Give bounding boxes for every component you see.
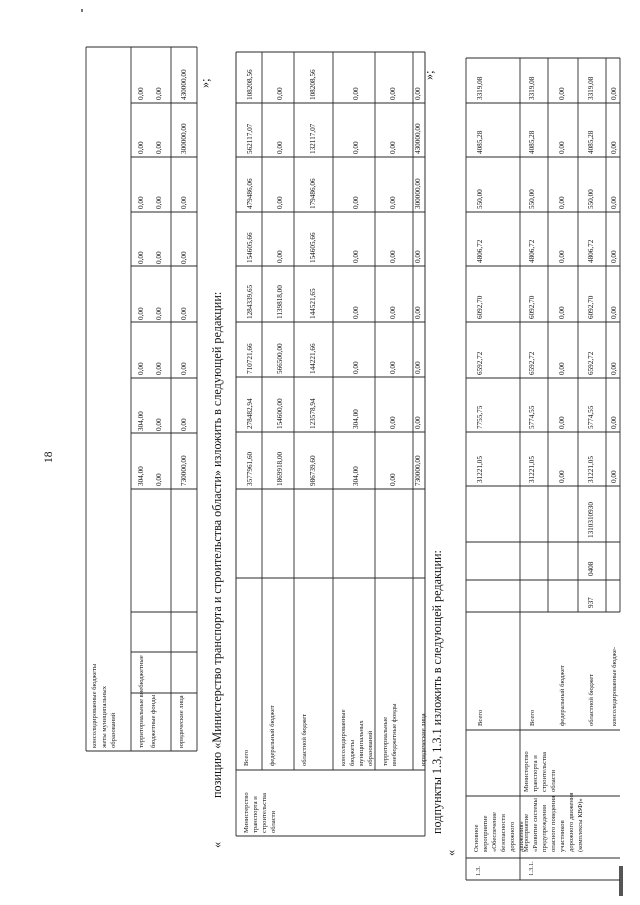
row-label-cont: бюджетные фонды (150, 695, 157, 748)
cell-value: 0,00 (610, 141, 618, 154)
cell-value: 430000,00 (414, 123, 422, 154)
cell-value: 0,00 (389, 306, 397, 319)
cell-value: 0,00 (276, 250, 284, 263)
cell-value: 304,00 (137, 466, 145, 486)
cell-value: 0,00 (352, 306, 360, 319)
row-label: территориальные внебюджетные (138, 655, 145, 748)
cell-value: 144521,65 (309, 288, 317, 319)
cell-value: 0,00 (610, 306, 618, 319)
cell-value: 304,00 (352, 466, 360, 486)
cell-value: 304,00 (352, 409, 360, 429)
event-name-line: «Обеспечение (491, 812, 498, 852)
source-label-line: областной бюджет (301, 713, 308, 766)
source-label-line: юридические лица (420, 713, 427, 766)
cell-value: 0,00 (352, 141, 360, 154)
cell-value: 0,00 (558, 362, 566, 375)
cell-value: 0,00 (155, 307, 163, 320)
budget-code: 0408 (587, 561, 595, 576)
cell-value: 0,00 (414, 250, 422, 263)
cell-value: 1139818,00 (276, 285, 284, 319)
cell-value: 0,00 (180, 418, 188, 431)
cell-value: 0,00 (414, 361, 422, 374)
cell-value: 0,00 (389, 141, 397, 154)
cell-value: 0,00 (389, 361, 397, 374)
cell-value: 550,00 (587, 189, 595, 209)
cell-value: 0,00 (155, 473, 163, 486)
source-label: Всего (477, 709, 484, 726)
source-label-line: федеральный бюджет (269, 705, 276, 766)
cell-value: 278482,94 (246, 398, 254, 429)
row-label: юридические лица (178, 695, 185, 748)
cell-value: 0,00 (389, 196, 397, 209)
event-name-line: «Развитие системы (532, 798, 539, 852)
cell-value: 0,00 (276, 87, 284, 100)
cell-value: 710721,66 (246, 343, 254, 374)
cell-value: 123578,94 (309, 398, 317, 429)
cell-value: 4806,72 (476, 239, 484, 263)
executor-name-line: области (550, 769, 557, 792)
cell-value: 5774,55 (528, 405, 536, 429)
source-label-line: консолидированные (340, 709, 347, 766)
cell-value: 3319,08 (476, 76, 484, 100)
source-label-line: муниципальных (358, 720, 365, 766)
cell-value: 0,00 (180, 251, 188, 264)
cell-value: 4085,28 (476, 130, 484, 154)
cell-value: 550,00 (528, 189, 536, 209)
cell-value: 0,00 (180, 362, 188, 375)
cell-value: 0,00 (558, 141, 566, 154)
budget-code: 1310310930 (587, 502, 595, 538)
cell-value: 4806,72 (528, 239, 536, 263)
cell-value: 0,00 (155, 141, 163, 154)
event-name-line: дорожного движения (568, 792, 575, 852)
ministry-name-line: транспорта и (252, 796, 259, 833)
event-name-line: опасного поведения (550, 795, 557, 852)
cell-value: 0,00 (558, 196, 566, 209)
cell-value: 0,00 (610, 87, 618, 100)
cell-value: 0,00 (610, 362, 618, 375)
event-name-line: Основное (473, 824, 480, 852)
cell-value: 0,00 (155, 418, 163, 431)
cell-value: 0,00 (137, 87, 145, 100)
executor-name-line: строительства (541, 752, 548, 792)
cell-value: 154605,66 (309, 232, 317, 263)
cell-value: 0,00 (610, 196, 618, 209)
cell-value: 108208,56 (246, 69, 254, 100)
cell-value: 4085,28 (528, 130, 536, 154)
executor-name-line: транспорта и (532, 755, 539, 792)
source-label: областной бюджет (588, 673, 595, 726)
event-name-line: движения» (518, 821, 525, 852)
cell-value: 0,00 (558, 250, 566, 263)
cell-value: 0,00 (276, 141, 284, 154)
cell-value: 3319,08 (587, 76, 595, 100)
cell-value: 154600,00 (276, 398, 284, 429)
page-number: 18 (43, 451, 55, 463)
source-label-line: образований (367, 730, 374, 766)
cell-value: 4806,72 (587, 239, 595, 263)
cell-value: 0,00 (389, 473, 397, 486)
quote-close-1: »; (198, 78, 212, 88)
cell-value: 0,00 (180, 307, 188, 320)
cell-value: 1869918,00 (276, 451, 284, 486)
cell-value: 730000,00 (414, 455, 422, 486)
ministry-name-line: строительства (261, 793, 268, 833)
cell-value: 0,00 (558, 470, 566, 483)
cell-value: 0,00 (137, 362, 145, 375)
event-name-line: мероприятие (482, 815, 489, 852)
cell-value: 0,00 (137, 307, 145, 320)
source-label: Всего (529, 709, 536, 726)
event-name-line: дорожного (509, 821, 516, 852)
cell-value: 304,00 (137, 411, 145, 431)
cell-value: 31221,05 (476, 456, 484, 483)
cell-value: 0,00 (389, 416, 397, 429)
cell-value: 108208,56 (309, 69, 317, 100)
cell-value: 3577961,60 (246, 451, 254, 486)
heading-subpoints: подпункты 1.3, 1.3.1 изложить в следующей редакции: (430, 550, 444, 834)
cell-value: 0,00 (352, 361, 360, 374)
source-label-line: бюджеты (349, 739, 356, 766)
cell-value: 0,00 (180, 196, 188, 209)
event-name-line: предупреждения (541, 805, 548, 852)
cell-value: 0,00 (389, 87, 397, 100)
cell-value: 0,00 (610, 250, 618, 263)
cell-value: 0,00 (414, 306, 422, 319)
source-label-line: территориальные (382, 716, 389, 766)
cell-value: 300000,00 (414, 178, 422, 209)
cell-value: 154605,66 (246, 232, 254, 263)
source-label: федеральный бюджет (559, 665, 566, 726)
cell-value: 430000,00 (180, 69, 188, 100)
heading-ministry: позицию «Министерство транспорта и строительства области» изложить в следующей редакции: (210, 291, 224, 798)
cell-value: 300000,00 (180, 123, 188, 154)
event-name-line: (комплексы КВФ)» (577, 798, 584, 852)
cell-value: 0,00 (352, 196, 360, 209)
cell-value: 3319,08 (528, 76, 536, 100)
row-label-cont: образований (110, 712, 117, 748)
cell-value: 0,00 (155, 362, 163, 375)
event-name-line: участников (559, 820, 566, 852)
ministry-name-line: Министерство (243, 792, 250, 833)
cell-value: 6092,70 (587, 295, 595, 319)
source-label-line: Всего (243, 749, 250, 766)
cell-value: 479486,06 (246, 178, 254, 209)
document-text (43, 69, 618, 876)
cell-value: 0,00 (558, 87, 566, 100)
cell-value: 1284339,65 (246, 284, 254, 319)
cell-value: 0,00 (610, 470, 618, 483)
row-label-cont: жеты муниципальных (101, 685, 108, 748)
cell-value: 6592,72 (587, 351, 595, 375)
cell-value: 550,00 (476, 189, 484, 209)
cell-value: 5774,55 (587, 405, 595, 429)
cell-value: 6592,72 (528, 351, 536, 375)
cell-value: 4085,28 (587, 130, 595, 154)
quote-open-1: « (210, 841, 224, 848)
cell-value: 0,00 (610, 416, 618, 429)
source-label-line: внебюджетные фонды (391, 703, 398, 766)
cell-value: 0,00 (414, 416, 422, 429)
event-name-line: Мероприятие (523, 813, 530, 852)
cell-value: 0,00 (137, 196, 145, 209)
budget-code: 937 (587, 597, 595, 608)
row-label: консолидированные бюджеты (91, 663, 98, 748)
source-label: консолидированные бюдже- (611, 646, 618, 726)
cell-value: 144221,66 (309, 343, 317, 374)
executor-name-line: Министерство (523, 751, 530, 792)
cell-value: 0,00 (352, 87, 360, 100)
cell-value: 0,00 (558, 416, 566, 429)
cell-value: 6092,70 (528, 295, 536, 319)
cell-value: 6092,70 (476, 295, 484, 319)
cell-value: 6592,72 (476, 351, 484, 375)
cell-value: 0,00 (155, 87, 163, 100)
event-name-line: безопасности (500, 814, 507, 852)
cell-value: 0,00 (155, 196, 163, 209)
cell-value: 0,00 (137, 141, 145, 154)
cell-value: 0,00 (389, 250, 397, 263)
cell-value: 562117,07 (246, 123, 254, 154)
row-number: 1.3.1. (528, 861, 535, 876)
cell-value: 0,00 (155, 251, 163, 264)
cell-value: 730000,00 (180, 455, 188, 486)
quote-open-2: « (444, 849, 458, 856)
quote-close-2: »; (422, 70, 436, 80)
cell-value: 566500,00 (276, 343, 284, 374)
cell-value: 132117,07 (309, 123, 317, 154)
cell-value: 0,00 (352, 250, 360, 263)
cell-value: 0,00 (276, 196, 284, 209)
cell-value: 986739,60 (309, 455, 317, 486)
row-number: 1.3. (475, 866, 482, 876)
cell-value: 31221,05 (528, 456, 536, 483)
cell-value: 0,00 (558, 306, 566, 319)
cell-value: 7755,75 (476, 405, 484, 429)
ministry-name-line: области (270, 810, 277, 833)
cell-value: 179486,06 (309, 178, 317, 209)
cell-value: 0,00 (137, 251, 145, 264)
cell-value: 31221,05 (587, 456, 595, 483)
cell-value: 0,00 (414, 87, 422, 100)
